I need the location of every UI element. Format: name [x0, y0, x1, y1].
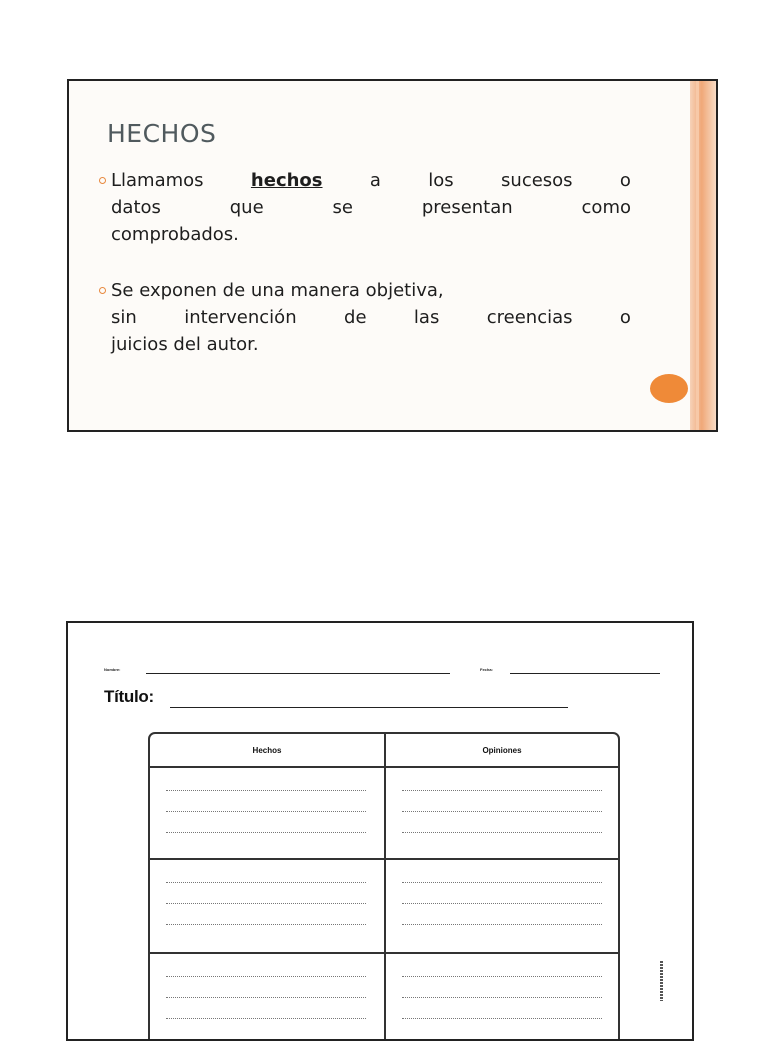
dotted-writing-line[interactable] — [166, 811, 366, 812]
bullet-2-line-1: Se exponen de una manera objetiva, — [111, 280, 444, 301]
dotted-writing-line[interactable] — [166, 832, 366, 833]
dotted-writing-line[interactable] — [166, 1018, 366, 1019]
worksheet-hechos-opiniones — [66, 621, 694, 1041]
bullet-circle-icon — [99, 287, 106, 294]
word: de — [344, 307, 367, 328]
dotted-writing-line[interactable] — [402, 832, 602, 833]
dotted-writing-line[interactable] — [166, 924, 366, 925]
dotted-writing-line[interactable] — [402, 811, 602, 812]
dotted-writing-line[interactable] — [402, 882, 602, 883]
dotted-writing-line[interactable] — [166, 997, 366, 998]
dotted-writing-line[interactable] — [402, 976, 602, 977]
word: los — [428, 170, 454, 191]
date-label: Fecha: — [480, 667, 493, 672]
dotted-writing-line[interactable] — [402, 997, 602, 998]
word: datos — [111, 197, 161, 218]
word: presentan — [421, 197, 513, 218]
word: sucesos — [501, 170, 573, 191]
bullet-1-line-1 — [111, 167, 631, 194]
word: sin — [111, 307, 137, 328]
date-field[interactable] — [510, 673, 660, 674]
word: o — [619, 170, 631, 191]
slide-title: HECHOS — [107, 119, 217, 148]
vertical-credit-mark — [660, 961, 663, 1001]
dotted-writing-line[interactable] — [402, 924, 602, 925]
worksheet-title-label: Título: — [104, 687, 154, 706]
bullet-2-line-3: juicios del autor. — [111, 334, 259, 355]
slide-decorative-stripe — [690, 81, 716, 430]
orange-dot-icon — [650, 374, 688, 403]
column-divider — [384, 734, 386, 1041]
dotted-writing-line[interactable] — [166, 882, 366, 883]
row-divider — [150, 952, 618, 954]
bullet-1-line-3: comprobados. — [111, 224, 239, 245]
dotted-writing-line[interactable] — [166, 976, 366, 977]
word: o — [619, 307, 631, 328]
dotted-writing-line[interactable] — [402, 790, 602, 791]
word: a — [369, 170, 381, 191]
facts-opinions-table — [148, 732, 620, 1041]
bullet-hechos-objective — [111, 277, 631, 358]
word: las — [413, 307, 440, 328]
title-field[interactable] — [170, 707, 568, 708]
word: Llamamos — [111, 170, 204, 191]
dotted-writing-line[interactable] — [402, 903, 602, 904]
word: intervención — [184, 307, 297, 328]
slide-hechos — [67, 79, 718, 432]
dotted-writing-line[interactable] — [402, 1018, 602, 1019]
bullet-circle-icon — [99, 177, 106, 184]
dotted-writing-line[interactable] — [166, 790, 366, 791]
row-divider — [150, 858, 618, 860]
word: se — [332, 197, 353, 218]
keyword-hechos: hechos — [250, 170, 323, 191]
name-field[interactable] — [146, 673, 450, 674]
bullet-2-line-2 — [111, 304, 631, 331]
word: creencias — [486, 307, 573, 328]
word: que — [229, 197, 264, 218]
bullet-1-line-2 — [111, 194, 631, 221]
name-label: Nombre: — [104, 667, 121, 672]
column-header-hechos: Hechos — [150, 734, 384, 768]
word: como — [581, 197, 631, 218]
bullet-hechos-definition — [111, 167, 631, 248]
dotted-writing-line[interactable] — [166, 903, 366, 904]
column-header-opiniones: Opiniones — [386, 734, 618, 768]
